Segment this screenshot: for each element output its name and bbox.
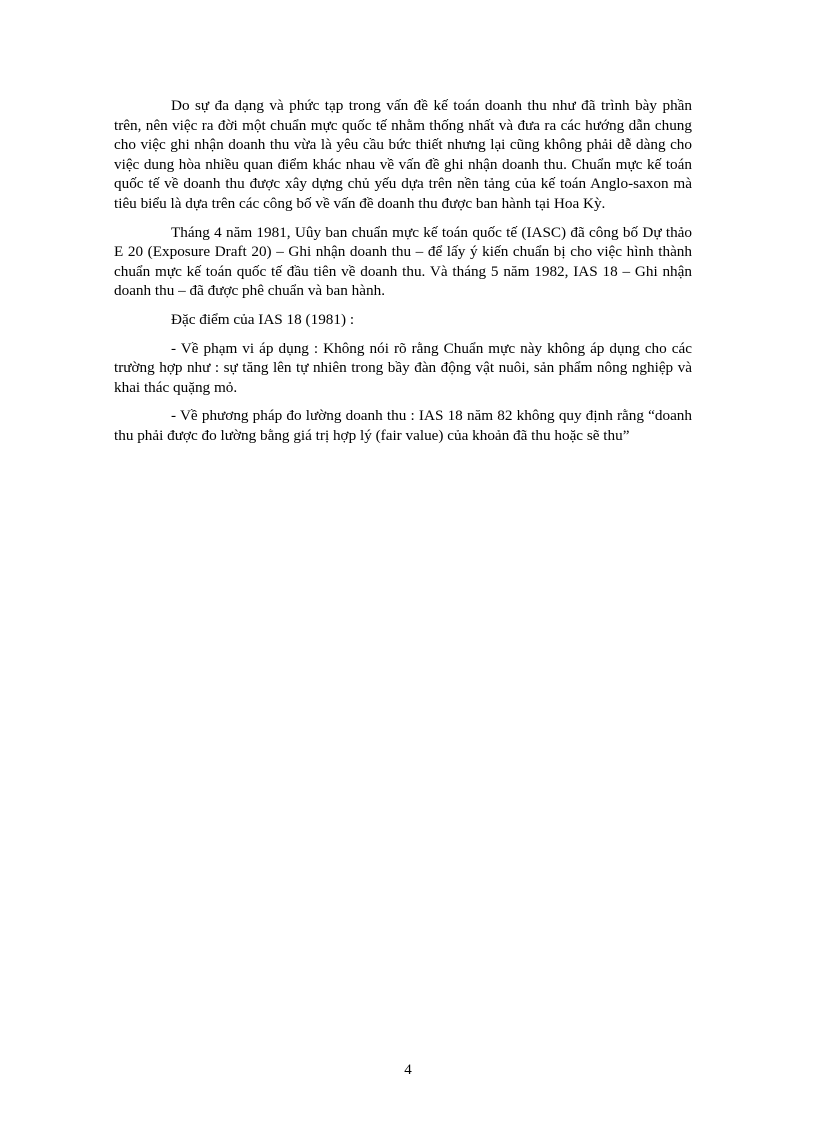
paragraph-scope: - Về phạm vi áp dụng : Không nói rõ rằng Chuẩn mực này không áp dụng cho các trường hợp như : sự tăng lên tự nhiên trong bầy đàn động vật nuôi, sản phẩm nông nghiệp và khai thác quặng mỏ. [114,339,692,396]
paragraph-measurement: - Về phương pháp đo lường doanh thu : IAS 18 năm 82 không quy định rằng “doanh thu phải được đo lường bằng giá trị hợp lý (fair value) của khoản đã thu hoặc sẽ thu” [114,407,692,444]
paragraph-history: Tháng 4 năm 1981, Uûy ban chuẩn mực kế toán quốc tế (IASC) đã công bố Dự thảo E 20 (Exposure Draft 20) – Ghi nhận doanh thu – để lấy ý kiến chuẩn bị cho việc hình thành chuẩn mực kế toán quốc tế đầu tiên về doanh thu. Và tháng 5 năm 1982, IAS 18 – Ghi nhận doanh thu – đã được phê chuẩn và ban hành. [114,223,692,300]
paragraph-features-heading: Đặc điểm của IAS 18 (1981) : [171,310,355,328]
page-number: 4 [404,1062,412,1078]
page-body [114,96,692,455]
paragraph-intro: Do sự đa dạng và phức tạp trong vấn đề kế toán doanh thu như đã trình bày phần trên, nên việc ra đời một chuẩn mực quốc tế nhằm thống nhất và đưa ra các hướng dẫn chung cho việc ghi nhận doanh thu vừa là yêu cầu bức thiết nhưng lại cũng không phải dễ dàng cho việc dung hòa nhiều quan điểm khác nhau về vấn đề ghi nhận doanh thu. Chuẩn mực kế toán quốc tế về doanh thu được xây dựng chủ yếu dựa trên nền tảng của kế toán Anglo-saxon mà tiêu biểu là dựa trên các công bố về vấn đề doanh thu được ban hành tại Hoa Kỳ. [114,97,692,212]
